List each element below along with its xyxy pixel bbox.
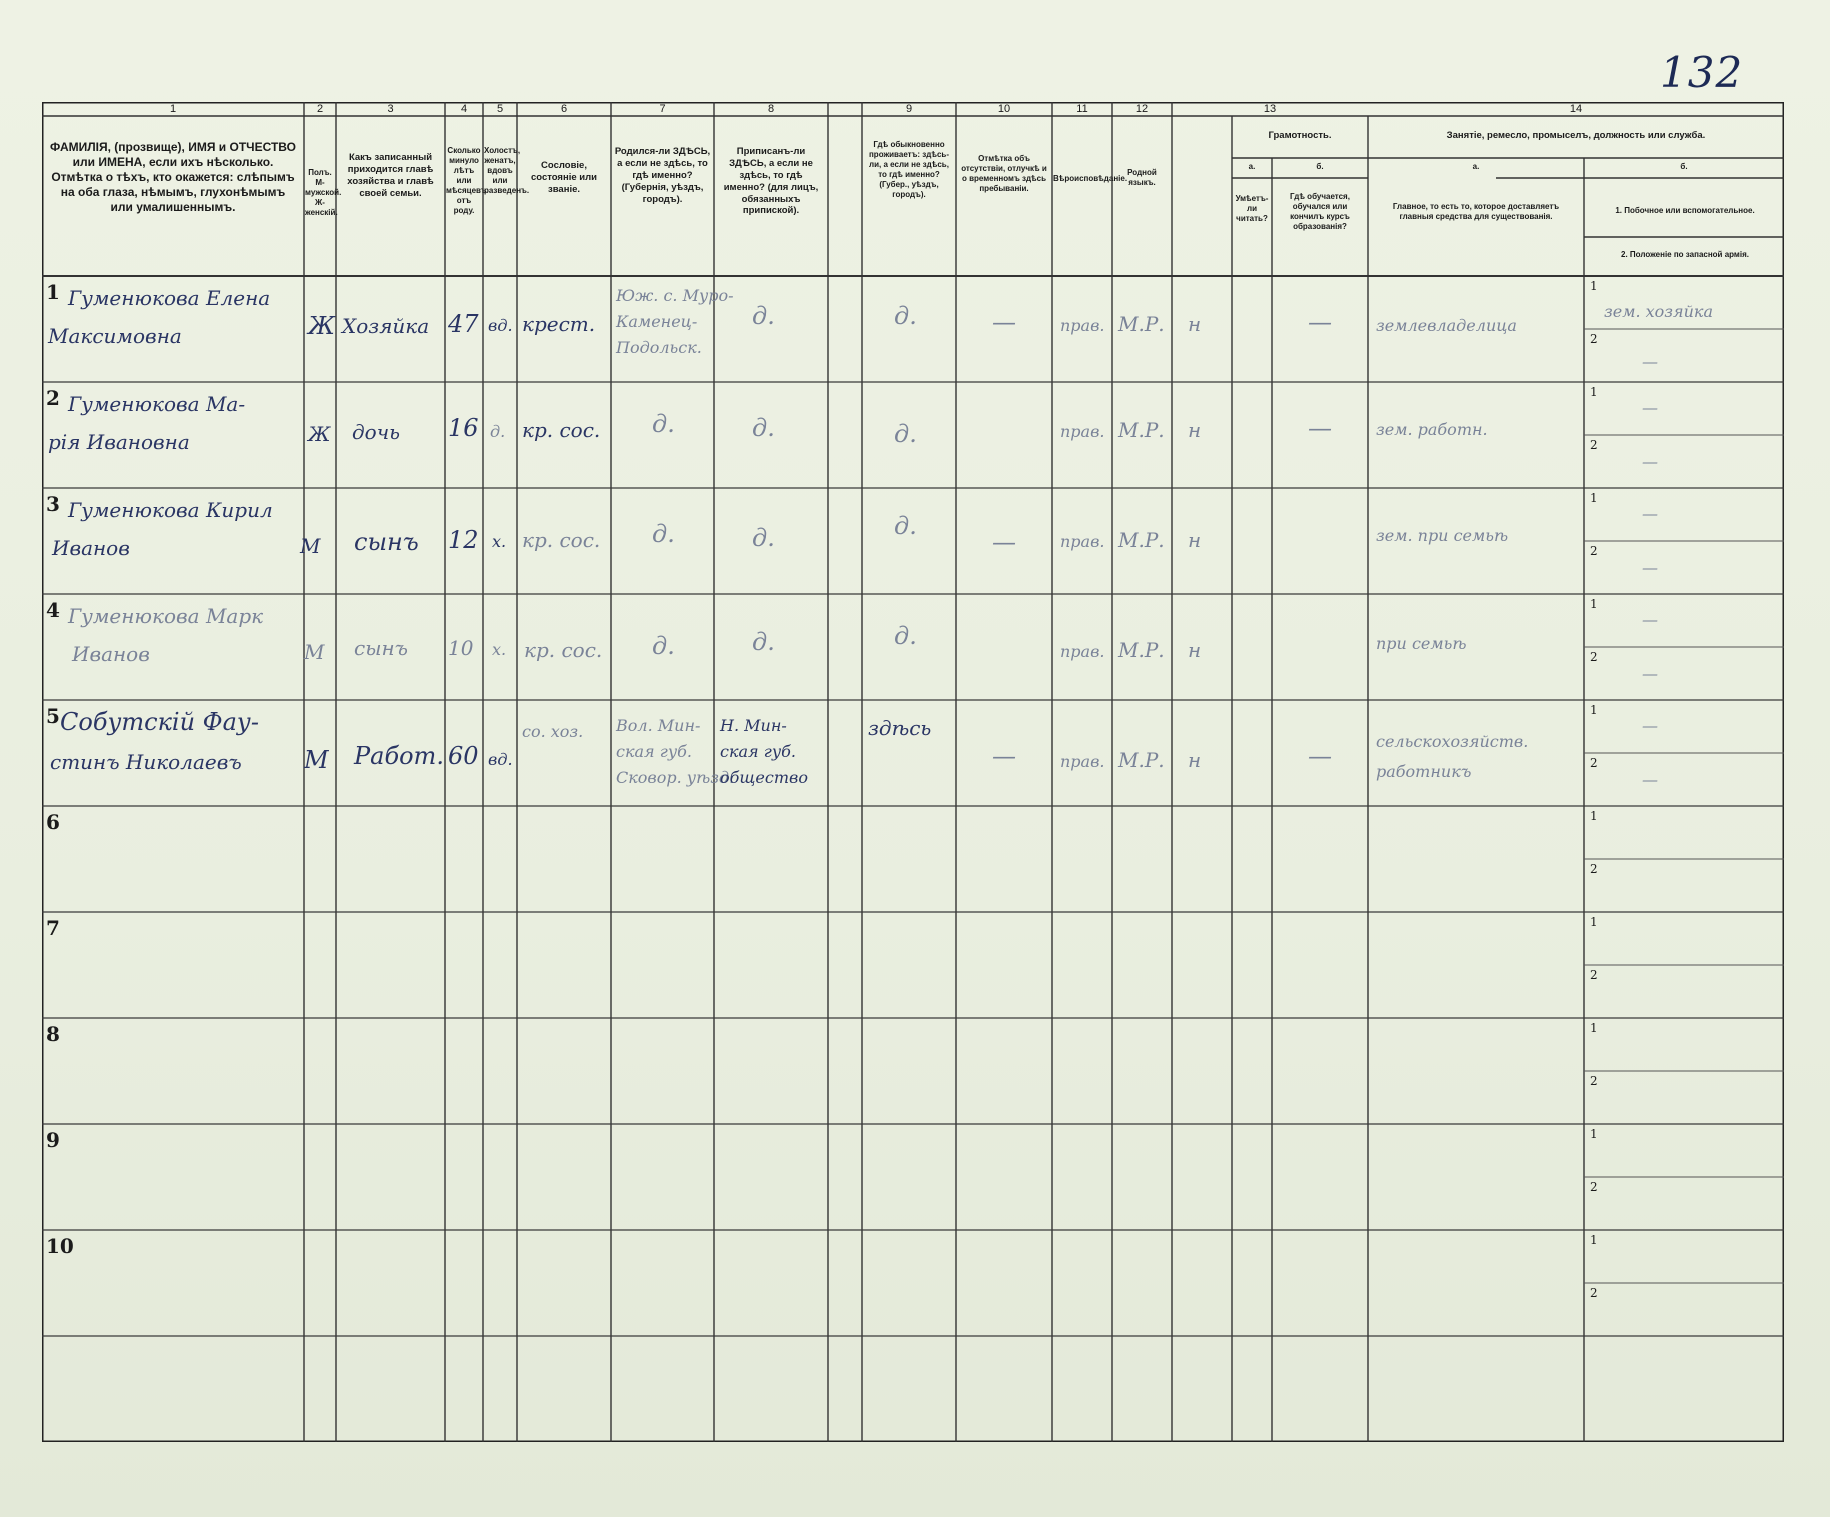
row-number: 5 (46, 704, 60, 728)
entry-language: М.Р. (1118, 748, 1165, 772)
sub-label: 1 (1590, 809, 1598, 823)
page-number: 132 (1660, 48, 1744, 97)
header-literacy: Грамотность. (1268, 130, 1332, 141)
entry-occupation-side: — (1642, 504, 1658, 523)
entry-occupation-reserve: — (1642, 770, 1658, 789)
entry-registered: общество (720, 768, 808, 787)
entry-literacy: н (1188, 418, 1202, 442)
header-residence: Гдѣ обыкновенно проживаетъ: здѣсь-ли, а если не здѣсь, то гдѣ именно? (Губер., уѣздъ, городъ). (868, 140, 950, 199)
row-number: 2 (46, 386, 60, 410)
sub-label: 1 (1590, 1127, 1598, 1141)
col-number-8: 8 (767, 103, 775, 115)
entry-age: 16 (448, 414, 479, 442)
entry-registered: ская губ. (720, 742, 796, 761)
header-language: Родной языкъ. (1127, 168, 1157, 187)
entry-birthplace: Подольск. (616, 338, 702, 357)
entry-sex: М (304, 640, 325, 664)
entry-birthplace: д. (652, 520, 675, 548)
row-number: 4 (46, 598, 60, 622)
entry-occupation: землевладелица (1376, 316, 1517, 335)
entry-estate: кр. сос. (524, 638, 603, 662)
header-occupation-b-reserve: 2. Положеніе по запасной армія. (1621, 250, 1749, 259)
row-number: 10 (46, 1234, 74, 1258)
entry-birthplace: д. (652, 632, 675, 660)
sub-label: 2 (1590, 756, 1598, 770)
entry-estate: крест. (522, 312, 596, 336)
entry-education: — (1308, 742, 1332, 770)
entry-literacy: н (1188, 748, 1202, 772)
entry-name: Гуменюкова Марк (68, 604, 264, 628)
header-literacy-b: Гдѣ обучается, обучался или кончилъ курсъ образованія? (1290, 192, 1350, 231)
entry-relation: сынъ (354, 636, 408, 660)
entry-relation: сынъ (354, 528, 419, 556)
entry-sex: Ж (308, 422, 331, 446)
entry-age: 47 (448, 310, 479, 338)
header-absence: Отмѣтка объ отсутствіи, отлучкѣ и о временномъ здѣсь пребываніи. (961, 154, 1047, 193)
sub-label: 2 (1590, 650, 1598, 664)
row-number: 3 (46, 492, 60, 516)
sub-label: 1 (1590, 1021, 1598, 1035)
census-form (42, 102, 1784, 1442)
entry-birthplace: Юж. с. Муро- (616, 286, 734, 305)
col-number-4: 4 (460, 103, 468, 115)
entry-registered: д. (752, 524, 775, 552)
entry-estate: кр. сос. (522, 528, 601, 552)
entry-birthplace: д. (652, 410, 675, 438)
entry-sex: М (304, 746, 329, 774)
col-number-12: 12 (1135, 103, 1149, 115)
col-number-5: 5 (496, 103, 504, 115)
header-sex: Полъ. М-мужской. Ж-женскій. (305, 168, 342, 217)
col-number-9: 9 (905, 103, 913, 115)
entry-occupation-reserve: — (1642, 352, 1658, 371)
sub-label: 2 (1590, 438, 1598, 452)
header-registered: Приписанъ-ли ЗДѢСЬ, а если не здѣсь, то гдѣ именно? (для лицъ, обязанныхъ припиской). (723, 146, 819, 217)
entry-residence: д. (894, 512, 917, 540)
entry-religion: прав. (1060, 642, 1105, 661)
entry-registered: д. (752, 414, 775, 442)
entry-birthplace: Вол. Мин- (616, 716, 701, 735)
header-name: ФАМИЛІЯ, (прозвище), ИМЯ и ОТЧЕСТВО или ИМЕНА, если ихъ нѣсколько. Отмѣтка о тѣхъ, кто окажется: слѣпымъ на оба глаза, нѣмымъ, глухонѣмымъ или умалишеннымъ. (50, 140, 296, 214)
entry-occupation-reserve: — (1642, 452, 1658, 471)
entry-name: Иванов (72, 642, 150, 666)
entry-language: М.Р. (1118, 418, 1165, 442)
sub-label: 2 (1590, 544, 1598, 558)
header-occupation-a: Главное, то есть то, которое доставляетъ главныя средства для существованія. (1392, 202, 1560, 221)
entry-literacy: н (1188, 312, 1202, 336)
entry-marital: вд. (488, 750, 513, 769)
col-number-6: 6 (560, 103, 568, 115)
entry-name: рія Ивановна (48, 430, 190, 454)
entry-occupation-reserve: — (1642, 558, 1658, 577)
entry-birthplace: Сковор. уѣзд. (616, 768, 735, 787)
entry-occupation: зем. работн. (1376, 420, 1488, 439)
sub-label: 2 (1590, 1286, 1598, 1300)
entry-residence: д. (894, 420, 917, 448)
entry-occupation: при семьѣ (1376, 634, 1467, 653)
entry-marital: х. (492, 640, 507, 659)
entry-literacy: н (1188, 638, 1202, 662)
row-number: 7 (46, 916, 60, 940)
row-number: 6 (46, 810, 60, 834)
sub-label: 2 (1590, 1180, 1598, 1194)
sub-label: 1 (1590, 597, 1598, 611)
entry-occupation-reserve: — (1642, 664, 1658, 683)
entry-name: Гуменюкова Ма- (68, 392, 246, 416)
col-number-3: 3 (387, 103, 394, 115)
entry-absence: — (992, 528, 1016, 556)
entry-registered: д. (752, 302, 775, 330)
header-literacy-a-letter: а. (1248, 162, 1256, 171)
col-number-1: 1 (169, 103, 177, 115)
sub-label: 1 (1590, 491, 1598, 505)
row-number: 8 (46, 1022, 60, 1046)
entry-sex: Ж (308, 312, 335, 340)
entry-marital: х. (492, 532, 507, 551)
col-number-11: 11 (1076, 103, 1088, 115)
entry-age: 10 (448, 636, 474, 660)
header-relation: Какъ записанный приходится главѣ хозяйства и главѣ своей семьи. (347, 152, 434, 199)
header-birthplace: Родился-ли ЗДѢСЬ, а если не здѣсь, то гдѣ именно? (Губернія, уѣздъ, городъ). (614, 146, 711, 205)
row-number: 1 (46, 280, 60, 304)
entry-occupation-side: — (1642, 716, 1658, 735)
header-literacy-a: Умѣетъ-ли читать? (1235, 194, 1269, 223)
entry-name: Максимовна (48, 324, 182, 348)
entry-relation: дочь (352, 420, 401, 444)
entry-occupation-side: — (1642, 610, 1658, 629)
entry-registered: д. (752, 628, 775, 656)
header-marital: Холостъ, женатъ, вдовъ или разведенъ. (484, 146, 530, 195)
sub-label: 1 (1590, 279, 1598, 293)
entry-residence: здѣсь (868, 716, 932, 740)
entry-marital: вд. (488, 316, 513, 335)
entry-name: Собутскій Фау- (60, 708, 259, 736)
entry-relation: Хозяйка (342, 314, 430, 338)
col-number-7: 7 (659, 103, 666, 115)
entry-name: стинъ Николаевъ (50, 750, 242, 774)
entry-religion: прав. (1060, 532, 1105, 551)
header-occupation-b-letter: б. (1680, 162, 1688, 171)
entry-language: М.Р. (1118, 312, 1165, 336)
entry-birthplace: Каменец- (616, 312, 698, 331)
header-occupation-a-letter: а. (1472, 162, 1480, 171)
header-age: Сколько минуло лѣтъ или мѣсяцевъ отъ роду. (446, 146, 487, 215)
entry-estate: со. хоз. (522, 722, 584, 741)
sub-label: 1 (1590, 1233, 1598, 1247)
entry-literacy: н (1188, 528, 1202, 552)
header-estate: Сословіе, состояніе или званіе. (530, 160, 597, 195)
sub-label: 2 (1590, 332, 1598, 346)
entry-education: — (1308, 414, 1332, 442)
header-literacy-b-letter: б. (1316, 162, 1324, 171)
entry-residence: д. (894, 622, 917, 650)
entry-age: 12 (448, 526, 479, 554)
sub-label: 1 (1590, 703, 1598, 717)
row-number: 9 (46, 1128, 60, 1152)
sub-label: 2 (1590, 968, 1598, 982)
entry-religion: прав. (1060, 316, 1105, 335)
entry-occupation: работникъ (1376, 762, 1472, 781)
header-occupation-b-side: 1. Побочное или вспомогательное. (1615, 206, 1755, 215)
entry-absence: — (992, 308, 1016, 336)
sub-label: 1 (1590, 385, 1598, 399)
header-occupation: Занятіе, ремесло, промыселъ, должность или служба. (1446, 130, 1706, 141)
col-number-10: 10 (997, 103, 1011, 115)
entry-occupation: зем. при семьѣ (1376, 526, 1509, 545)
entry-occupation-side: — (1642, 398, 1658, 417)
entry-absence: — (992, 742, 1016, 770)
entry-marital: д. (490, 422, 506, 441)
entry-occupation-side: зем. хозяйка (1604, 302, 1714, 321)
entry-estate: кр. сос. (522, 418, 601, 442)
entry-registered: Н. Мин- (720, 716, 787, 735)
header-religion: Вѣроисповѣданіе. (1053, 174, 1128, 183)
entry-language: М.Р. (1118, 638, 1165, 662)
entry-birthplace: ская губ. (616, 742, 692, 761)
entry-relation: Работ. (354, 742, 444, 770)
entry-name: Гуменюкова Елена (68, 286, 271, 310)
sub-label: 2 (1590, 862, 1598, 876)
entry-religion: прав. (1060, 422, 1105, 441)
entry-sex: М (300, 534, 321, 558)
entry-residence: д. (894, 302, 917, 330)
sub-label: 1 (1590, 915, 1598, 929)
col-number-14: 14 (1569, 103, 1583, 115)
entry-occupation: сельскохозяйств. (1376, 732, 1529, 751)
entry-name: Иванов (52, 536, 130, 560)
entry-religion: прав. (1060, 752, 1105, 771)
entry-education: — (1308, 308, 1332, 336)
sub-label: 2 (1590, 1074, 1598, 1088)
entry-name: Гуменюкова Кирил (68, 498, 273, 522)
col-number-13: 13 (1263, 103, 1277, 115)
col-number-2: 2 (316, 103, 324, 115)
entry-age: 60 (448, 742, 479, 770)
entry-language: М.Р. (1118, 528, 1165, 552)
